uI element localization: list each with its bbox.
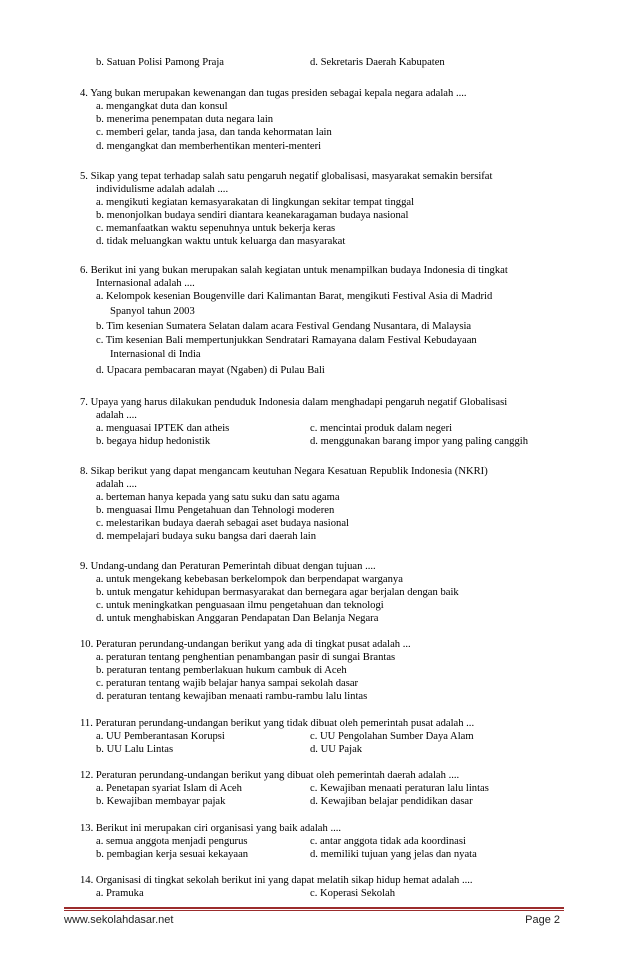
option-c: c. peraturan tentang wajib belajar hanya sampai sekolah dasar — [96, 678, 359, 689]
option-b: b. menonjolkan budaya sendiri diantara keanekaragaman budaya nasional — [96, 210, 409, 221]
option-c: c. untuk meningkatkan penguasaan ilmu pengetahuan dan teknologi — [96, 600, 384, 611]
question-stem: 11. Peraturan perundang-undangan berikut yang tidak dibuat oleh pemerintah pusat adalah ... — [80, 718, 475, 729]
option-b: b. peraturan tentang pemberlakuan hukum cambuk di Aceh — [96, 665, 347, 676]
option-d: d. memiliki tujuan yang jelas dan nyata — [310, 849, 477, 860]
question-stem: 13. Berikut ini merupakan ciri organisasi yang baik adalah .... — [80, 823, 342, 834]
option-b: b. Kewajiban membayar pajak — [96, 796, 226, 807]
question-stem: 12. Peraturan perundang-undangan berikut yang dibuat oleh pemerintah daerah adalah .... — [80, 770, 460, 781]
option-c: c. Kewajiban menaati peraturan lalu lintas — [310, 783, 489, 794]
footer-rule — [64, 907, 564, 909]
option-d: d. peraturan tentang kewajiban menaati rambu-rambu lalu lintas — [96, 691, 368, 702]
option-a: a. peraturan tentang penghentian penambangan pasir di sungai Brantas — [96, 652, 396, 663]
option-d: d. untuk menghabiskan Anggaran Pendapatan Dan Belanja Negara — [96, 613, 379, 624]
option-a: a. Kelompok kesenian Bougenville dari Kalimantan Barat, mengikuti Festival Asia di Madrid — [96, 291, 493, 302]
question-stem-cont: individulisme adalah adalah .... — [96, 184, 229, 195]
option-b: b. menguasai Ilmu Pengetahuan dan Tehnologi moderen — [96, 505, 335, 516]
question-stem: 4. Yang bukan merupakan kewenangan dan tugas presiden sebagai kepala negara adalah .... — [80, 88, 467, 99]
footer-rule-thin — [64, 910, 564, 911]
option-d: d. mempelajari budaya suku bangsa dari daerah lain — [96, 531, 317, 542]
option-d: d. mengangkat dan memberhentikan menteri-menteri — [96, 141, 322, 152]
question-stem: 14. Organisasi di tingkat sekolah berikut ini yang dapat melatih sikap hidup hemat adalah .... — [80, 875, 473, 886]
option-b: b. UU Lalu Lintas — [96, 744, 174, 755]
option-d: d. tidak meluangkan waktu untuk keluarga dan masyarakat — [96, 236, 346, 247]
option-d: d. Upacara pembacaran mayat (Ngaben) di Pulau Bali — [96, 365, 325, 376]
option-a: a. berteman hanya kepada yang satu suku dan satu agama — [96, 492, 340, 503]
option-a: a. mengangkat duta dan konsul — [96, 101, 228, 112]
option-c: c. melestarikan budaya daerah sebagai aset budaya nasional — [96, 518, 349, 529]
question-stem: 10. Peraturan perundang-undangan berikut yang ada di tingkat pusat adalah ... — [80, 639, 411, 650]
option-c-cont: Internasional di India — [110, 349, 201, 360]
question-stem-cont: adalah .... — [96, 479, 137, 490]
question-stem-cont: Internasional adalah .... — [96, 278, 195, 289]
footer-site: www.sekolahdasar.net — [64, 914, 174, 926]
option-b: b. Tim kesenian Sumatera Selatan dalam acara Festival Gendang Nusantara, di Malaysia — [96, 321, 472, 332]
question-stem: 7. Upaya yang harus dilakukan penduduk Indonesia dalam menghadapi pengaruh negatif Globalisasi — [80, 397, 508, 408]
option-c: c. mencintai produk dalam negeri — [310, 423, 453, 434]
question-stem: 8. Sikap berikut yang dapat mengancam keutuhan Negara Kesatuan Republik Indonesia (NKRI) — [80, 466, 488, 477]
option-a: a. UU Pemberantasan Korupsi — [96, 731, 225, 742]
footer-page-number: Page 2 — [525, 914, 560, 926]
option-a: a. menguasai IPTEK dan atheis — [96, 423, 230, 434]
option-c: c. Tim kesenian Bali mempertunjukkan Sendratari Ramayana dalam Festival Kebudayaan — [96, 335, 477, 346]
option-d: d. Sekretaris Daerah Kabupaten — [310, 57, 445, 68]
question-stem: 9. Undang-undang dan Peraturan Pemerintah dibuat dengan tujuan .... — [80, 561, 376, 572]
option-a: a. semua anggota menjadi pengurus — [96, 836, 248, 847]
option-b: b. untuk mengatur kehidupan bermasyarakat dan bernegara agar berjalan dengan baik — [96, 587, 459, 598]
option-d: d. Kewajiban belajar pendidikan dasar — [310, 796, 473, 807]
option-a: a. Penetapan syariat Islam di Aceh — [96, 783, 242, 794]
option-b: b. pembagian kerja sesuai kekayaan — [96, 849, 249, 860]
question-stem-cont: adalah .... — [96, 410, 137, 421]
option-c: c. memanfaatkan waktu sepenuhnya untuk bekerja keras — [96, 223, 336, 234]
option-d: d. UU Pajak — [310, 744, 363, 755]
option-b: b. menerima penempatan duta negara lain — [96, 114, 274, 125]
option-a: a. Pramuka — [96, 888, 144, 899]
option-a: a. untuk mengekang kebebasan berkelompok dan berpendapat warganya — [96, 574, 403, 585]
option-b: b. begaya hidup hedonistik — [96, 436, 211, 447]
option-a-cont: Spanyol tahun 2003 — [110, 306, 195, 317]
option-d: d. menggunakan barang impor yang paling canggih — [310, 436, 528, 447]
option-a: a. mengikuti kegiatan kemasyarakatan di lingkungan sekitar tempat tinggal — [96, 197, 415, 208]
option-c: c. Koperasi Sekolah — [310, 888, 396, 899]
option-c: c. memberi gelar, tanda jasa, dan tanda kehormatan lain — [96, 127, 332, 138]
question-stem: 5. Sikap yang tepat terhadap salah satu pengaruh negatif globalisasi, masyarakat semakin bersifat — [80, 171, 493, 182]
option-c: c. UU Pengolahan Sumber Daya Alam — [310, 731, 474, 742]
question-stem: 6. Berikut ini yang bukan merupakan salah kegiatan untuk menampilkan budaya Indonesia di tingkat — [80, 265, 508, 276]
option-c: c. antar anggota tidak ada koordinasi — [310, 836, 466, 847]
option-b: b. Satuan Polisi Pamong Praja — [96, 57, 225, 68]
